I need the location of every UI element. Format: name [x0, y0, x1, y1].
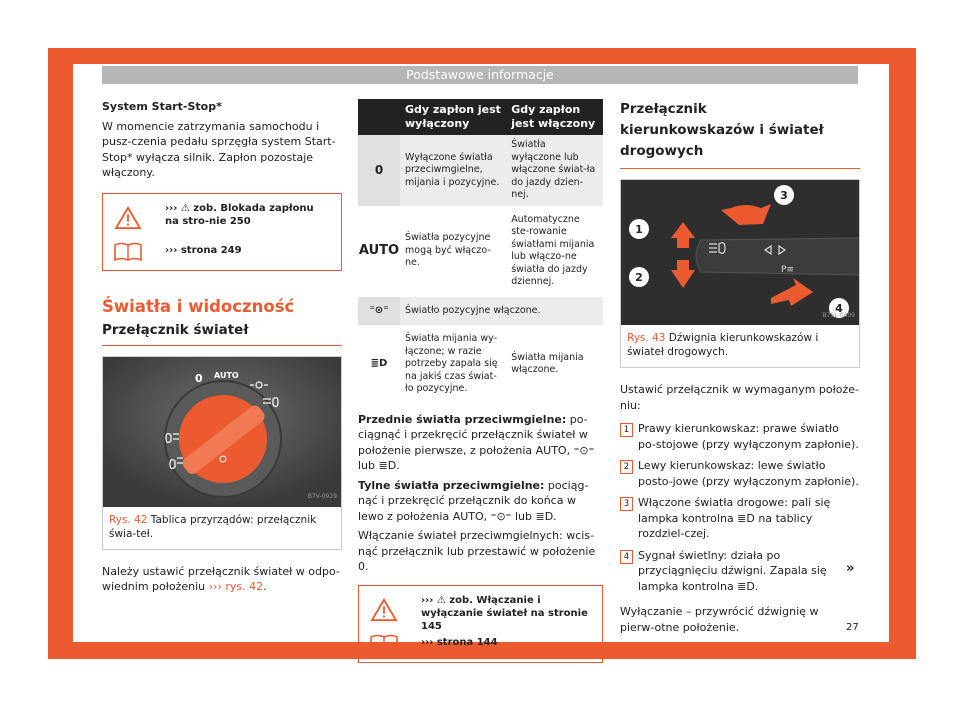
table-cell: Światła wyłączone lub włączone świat-ła do jazdy dzien-nej. [506, 135, 603, 208]
table-cell: Wyłączone światła przeciwmgielne, mijania i pozycyjne. [400, 135, 506, 208]
warning-1-page-ref[interactable]: ››› strona 249 [165, 244, 242, 256]
table-header-on: Gdy zapłon jest włączony [506, 99, 603, 135]
figure-42-label: Rys. 42 [109, 513, 148, 526]
table-header-off: Gdy zapłon jest wyłączony [400, 99, 506, 135]
figure-43-label: Rys. 43 [627, 332, 666, 344]
warning-triangle-icon [369, 598, 399, 622]
figure-43-caption [621, 325, 859, 367]
list-item [620, 458, 860, 489]
table-header-row [358, 99, 603, 135]
figure-42-caption [103, 507, 341, 549]
figure-42-code: B7V-0929 [307, 493, 337, 500]
rear-fog-text: pociąg-nąć i przekręcić przełącznik do końca w lewo z położenia AUTO, ⁼⊙⁼ lub ≣D. [358, 478, 589, 523]
table-cell: Światła mijania włączone. [506, 327, 603, 402]
figure-42-caption-text: Tablica przyrządów: przełącznik świa-teł. [109, 513, 317, 540]
rear-fog-title: Tylne światła przeciwmgielne: [358, 478, 545, 492]
list-text: Sygnał świetlny: działa po przyciągnięciu dźwigni. Zapala się lampka kontrolna ≣D. [638, 548, 827, 593]
front-fog-title: Przednie światła przeciwmgielne: [358, 412, 567, 426]
continue-mark: » [846, 561, 855, 576]
table-row [358, 295, 603, 328]
list-item [620, 495, 860, 542]
subsection-title: Przełącznik świateł [102, 322, 249, 338]
figure-42 [102, 356, 342, 550]
list-number: 1 [620, 423, 633, 437]
column-left [102, 99, 342, 595]
position-auto-icon: AUTO [358, 208, 400, 295]
list-item [620, 421, 860, 452]
section-title: Światła i widoczność [102, 296, 295, 316]
warning-2-page-ref[interactable]: ››› strona 144 [421, 636, 498, 648]
start-stop-text: W momencie zatrzymania samochodu i pusz-czenia pedału sprzęgła system Start-Stop* wyłącza silnik. Zapłon pozostaje włączony. [102, 119, 336, 179]
book-icon [369, 632, 399, 656]
list-number: 3 [620, 497, 633, 511]
lever-image [621, 180, 859, 325]
warning-1-ref[interactable]: ››› ⚠ zob. Blokada zapłonu na stro-nie 250 [165, 202, 314, 227]
lever-outro: Wyłączanie – przywrócić dźwignię w pierw-otne położenie. [620, 605, 819, 634]
body-text-light-switch [102, 564, 342, 595]
rear-fog-paragraph [358, 478, 603, 525]
list-text: Włączone światła drogowe: pali się lampka kontrolna ≣D na tablicy rozdziel-czej. [638, 496, 831, 540]
warning-2-ref[interactable]: ››› ⚠ zob. Włączanie i wyłączanie świateł na stronie 145 [421, 594, 588, 632]
section-rule [620, 168, 860, 169]
warning-box-1 [102, 193, 342, 271]
book-icon [113, 240, 143, 264]
figure-42-link[interactable]: ››› rys. 42 [208, 580, 264, 593]
dial-pos-auto: AUTO [214, 370, 239, 380]
body-text-a: Należy ustawić przełącznik świateł w odpo-wiednim położeniu [102, 564, 340, 593]
dipped-beam-icon: ≣D [358, 327, 400, 402]
table-row [358, 327, 603, 402]
lever-drawing [621, 180, 859, 325]
page-number: 27 [846, 622, 859, 633]
fog-off-paragraph: Włączanie świateł przeciwmgielnych: wcis-nąć przełącznik lub przestawić w położenie 0. [358, 529, 596, 573]
front-fog-paragraph [358, 412, 603, 474]
warning-triangle-icon [113, 206, 143, 230]
body-text-end: . [263, 580, 267, 593]
figure-43-code: B7SL-0409 [822, 311, 855, 319]
position-0-icon: 0 [358, 135, 400, 208]
figure-43-caption-text: Dźwignia kierunkowskazów i świateł drogowych. [627, 332, 819, 358]
callout-3: 3 [780, 189, 788, 202]
list-item [620, 548, 860, 595]
light-switch-image [103, 357, 341, 507]
table-row [358, 135, 603, 208]
list-text: Lewy kierunkowskaz: lewe światło posto-jowe (przy wyłączonym zapłonie). [638, 459, 859, 488]
table-cell: Automatyczne ste-rowanie światłami mijania lub włączo-ne światła do jazdy dziennej. [506, 208, 603, 295]
dial-pos-0: 0 [195, 371, 203, 385]
list-text: Prawy kierunkowskaz: prawe światło po-stojowe (przy wyłączonym zapłonie). [638, 422, 859, 451]
column-right [620, 99, 860, 635]
front-fog-text: po-ciągnąć i przekręcić przełącznik świateł w położenie pierwsze, z położenia AUTO, ⁼⊙⁼ lub ≣D. [358, 412, 595, 472]
warning-box-2 [358, 585, 603, 663]
subsection-rule [102, 345, 342, 346]
light-switch-table [358, 99, 603, 404]
start-stop-title: System Start-Stop* [102, 100, 222, 113]
table-cell: Światła pozycyjne mogą być włączo-ne. [400, 208, 506, 295]
lever-intro: Ustawić przełącznik w wymaganym położe-niu: [620, 383, 860, 412]
figure-43 [620, 179, 860, 368]
callout-4: 4 [835, 302, 843, 315]
light-switch-drawing [103, 357, 341, 507]
table-row [358, 208, 603, 295]
page-header: Podstawowe informacje [102, 66, 858, 84]
lever-parking-text: P≡ [781, 265, 794, 275]
list-number: 2 [620, 460, 633, 474]
table-cell: Światła mijania wy-łączone; w razie potrzeby zapala się na jakiś czas świat-ło pozycyjne. [400, 327, 506, 402]
parking-light-icon: ⁼⊙⁼ [358, 295, 400, 328]
list-number: 4 [620, 550, 633, 564]
table-header-icon [358, 99, 400, 135]
lever-section-title: Przełącznik kierunkowskazów i świateł drogowych [620, 101, 824, 159]
callout-1: 1 [635, 223, 643, 236]
table-cell: Światło pozycyjne włączone. [400, 295, 603, 328]
column-middle [358, 99, 603, 663]
callout-2: 2 [635, 271, 643, 284]
